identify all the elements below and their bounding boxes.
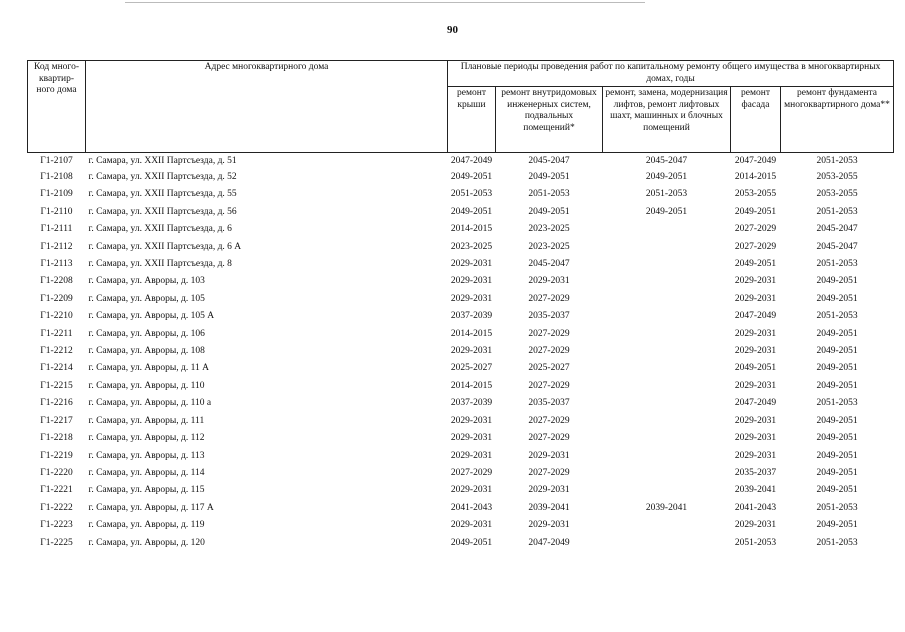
table-row xyxy=(28,535,894,552)
row-lifts xyxy=(603,291,731,308)
row-foundation: 2051-2053 xyxy=(816,259,858,270)
row-facade: 2029-2031 xyxy=(734,415,777,426)
row-foundation: 2051-2053 xyxy=(816,398,858,409)
row-facade: 2051-2053 xyxy=(734,537,777,548)
row-foundation: 2049-2051 xyxy=(816,276,858,287)
header-address: Адрес многоквартирного дома xyxy=(86,61,448,153)
row-foundation: 2051-2053 xyxy=(816,537,858,548)
table-row xyxy=(28,413,894,430)
row-facade: 2029-2031 xyxy=(734,346,777,357)
row-code: Г1-2107 xyxy=(40,156,73,166)
header-periods: Плановые периоды проведения работ по капитальному ремонту общего имущества в многоквартирных домах, годы xyxy=(448,61,894,87)
row-roof: 2014-2015 xyxy=(450,224,493,235)
row-facade: 2029-2031 xyxy=(734,450,777,461)
row-lifts: 2045-2047 xyxy=(645,156,688,166)
row-address: г. Самара, ул. Авроры, д. 111 xyxy=(88,415,205,426)
row-roof: 2029-2031 xyxy=(450,485,493,496)
row-address: г. Самара, ул. Авроры, д. 106 xyxy=(88,328,205,339)
row-foundation: 2049-2051 xyxy=(816,380,858,391)
row-roof: 2049-2051 xyxy=(450,537,493,548)
table-row xyxy=(28,221,894,238)
row-lifts xyxy=(603,239,731,256)
row-systems: 2025-2027 xyxy=(528,363,570,374)
row-facade: 2049-2051 xyxy=(734,363,777,374)
row-systems: 2027-2029 xyxy=(528,415,570,426)
row-systems: 2029-2031 xyxy=(528,520,570,531)
row-foundation: 2049-2051 xyxy=(816,520,858,531)
row-code: Г1-2221 xyxy=(40,485,73,496)
row-lifts: 2049-2051 xyxy=(645,206,688,217)
row-systems: 2051-2053 xyxy=(528,189,570,200)
row-lifts xyxy=(603,413,731,430)
row-facade: 2049-2051 xyxy=(734,206,777,217)
row-foundation: 2051-2053 xyxy=(816,311,858,322)
page-number: 90 xyxy=(447,24,458,36)
row-lifts xyxy=(603,326,731,343)
row-facade: 2014-2015 xyxy=(734,172,777,182)
row-facade: 2029-2031 xyxy=(734,293,777,304)
row-foundation: 2049-2051 xyxy=(816,415,858,426)
row-systems: 2029-2031 xyxy=(528,450,570,461)
row-code: Г1-2220 xyxy=(40,467,73,478)
header-roof: ремонт крыши xyxy=(448,87,496,153)
row-foundation: 2049-2051 xyxy=(816,450,858,461)
row-lifts xyxy=(603,517,731,534)
row-address: г. Самара, ул. XXII Партсъезда, д. 52 xyxy=(88,172,237,182)
row-roof: 2023-2025 xyxy=(450,241,493,252)
row-lifts xyxy=(603,448,731,465)
row-code: Г1-2216 xyxy=(40,398,73,409)
table-row xyxy=(28,378,894,395)
row-address: г. Самара, ул. Авроры, д. 108 xyxy=(88,346,205,357)
row-code: Г1-2217 xyxy=(40,415,73,426)
row-roof: 2041-2043 xyxy=(450,502,493,513)
table-row xyxy=(28,239,894,256)
row-address: г. Самара, ул. Авроры, д. 110 а xyxy=(88,398,212,409)
row-facade: 2047-2049 xyxy=(734,156,777,166)
row-address: г. Самара, ул. Авроры, д. 103 xyxy=(88,276,205,287)
row-facade: 2029-2031 xyxy=(734,276,777,287)
row-code: Г1-2222 xyxy=(40,502,73,513)
table-row xyxy=(28,465,894,482)
row-code: Г1-2219 xyxy=(40,450,73,461)
row-foundation: 2049-2051 xyxy=(816,467,858,478)
row-facade: 2029-2031 xyxy=(734,380,777,391)
table-body xyxy=(28,153,894,552)
row-facade: 2047-2049 xyxy=(734,398,777,409)
row-roof: 2029-2031 xyxy=(450,433,493,444)
row-lifts: 2039-2041 xyxy=(645,502,688,513)
row-foundation: 2051-2053 xyxy=(816,502,858,513)
row-roof: 2051-2053 xyxy=(450,189,493,200)
row-systems: 2027-2029 xyxy=(528,293,570,304)
row-roof: 2025-2027 xyxy=(450,363,493,374)
row-foundation: 2045-2047 xyxy=(816,224,858,235)
table-row xyxy=(28,343,894,360)
row-code: Г1-2225 xyxy=(40,537,73,548)
row-foundation: 2049-2051 xyxy=(816,328,858,339)
row-roof: 2029-2031 xyxy=(450,520,493,531)
row-foundation: 2045-2047 xyxy=(816,241,858,252)
table-row xyxy=(28,256,894,273)
row-code: Г1-2209 xyxy=(40,293,73,304)
row-lifts xyxy=(603,221,731,238)
row-roof: 2047-2049 xyxy=(450,156,493,166)
row-code: Г1-2212 xyxy=(40,346,73,357)
row-lifts: 2051-2053 xyxy=(645,189,688,200)
capital-repair-table xyxy=(27,60,894,552)
row-roof: 2029-2031 xyxy=(450,450,493,461)
row-systems: 2023-2025 xyxy=(528,241,570,252)
row-roof: 2029-2031 xyxy=(450,276,493,287)
scan-top-rule xyxy=(125,2,645,3)
row-systems: 2027-2029 xyxy=(528,346,570,357)
row-systems: 2029-2031 xyxy=(528,276,570,287)
row-foundation: 2049-2051 xyxy=(816,346,858,357)
row-roof: 2049-2051 xyxy=(450,206,493,217)
row-code: Г1-2210 xyxy=(40,311,73,322)
row-foundation: 2049-2051 xyxy=(816,433,858,444)
row-address: г. Самара, ул. Авроры, д. 114 xyxy=(88,467,205,478)
table-row xyxy=(28,186,894,203)
row-lifts xyxy=(603,256,731,273)
row-roof: 2029-2031 xyxy=(450,346,493,357)
row-roof: 2037-2039 xyxy=(450,311,493,322)
table-row xyxy=(28,517,894,534)
row-systems: 2049-2051 xyxy=(528,206,570,217)
row-code: Г1-2113 xyxy=(40,259,73,270)
table-row xyxy=(28,326,894,343)
row-lifts xyxy=(603,308,731,325)
row-address: г. Самара, ул. Авроры, д. 110 xyxy=(88,380,205,391)
row-systems: 2045-2047 xyxy=(528,259,570,270)
row-roof: 2049-2051 xyxy=(450,172,493,182)
row-lifts xyxy=(603,395,731,412)
row-lifts xyxy=(603,482,731,499)
row-lifts xyxy=(603,465,731,482)
header-facade: ремонт фасада xyxy=(731,87,781,153)
row-lifts xyxy=(603,378,731,395)
table-row xyxy=(28,482,894,499)
row-foundation: 2049-2051 xyxy=(816,485,858,496)
row-address: г. Самара, ул. Авроры, д. 119 xyxy=(88,520,205,531)
row-facade: 2041-2043 xyxy=(734,502,777,513)
row-roof: 2029-2031 xyxy=(450,415,493,426)
row-code: Г1-2112 xyxy=(40,241,73,252)
row-lifts: 2049-2051 xyxy=(645,172,688,182)
row-address: г. Самара, ул. Авроры, д. 120 xyxy=(88,537,205,548)
table-row xyxy=(28,291,894,308)
table-row xyxy=(28,448,894,465)
row-code: Г1-2208 xyxy=(40,276,73,287)
row-code: Г1-2110 xyxy=(40,206,73,217)
row-systems: 2039-2041 xyxy=(528,502,570,513)
row-roof: 2014-2015 xyxy=(450,328,493,339)
table-row xyxy=(28,273,894,290)
row-address: г. Самара, ул. Авроры, д. 105 xyxy=(88,293,205,304)
row-roof: 2014-2015 xyxy=(450,380,493,391)
row-address: г. Самара, ул. Авроры, д. 115 xyxy=(88,485,205,496)
row-address: г. Самара, ул. Авроры, д. 117 А xyxy=(88,502,214,513)
row-lifts xyxy=(603,535,731,552)
row-facade: 2029-2031 xyxy=(734,520,777,531)
row-facade: 2053-2055 xyxy=(734,189,777,200)
row-lifts xyxy=(603,273,731,290)
row-code: Г1-2215 xyxy=(40,380,73,391)
row-address: г. Самара, ул. XXII Партсъезда, д. 51 xyxy=(88,156,237,166)
row-facade: 2049-2051 xyxy=(734,259,777,270)
row-address: г. Самара, ул. Авроры, д. 11 А xyxy=(88,363,210,374)
table-row xyxy=(28,500,894,517)
row-systems: 2023-2025 xyxy=(528,224,570,235)
row-code: Г1-2111 xyxy=(40,224,73,235)
row-roof: 2027-2029 xyxy=(450,467,493,478)
table-row xyxy=(28,169,894,186)
row-lifts xyxy=(603,430,731,447)
row-facade: 2027-2029 xyxy=(734,241,777,252)
row-code: Г1-2214 xyxy=(40,363,73,374)
row-systems: 2027-2029 xyxy=(528,433,570,444)
row-address: г. Самара, ул. Авроры, д. 105 А xyxy=(88,311,215,322)
table-row xyxy=(28,308,894,325)
row-systems: 2035-2037 xyxy=(528,311,570,322)
row-code: Г1-2109 xyxy=(40,189,73,200)
row-roof: 2037-2039 xyxy=(450,398,493,409)
row-facade: 2047-2049 xyxy=(734,311,777,322)
header-lifts: ремонт, замена, модернизация лифтов, ремонт лифтовых шахт, машинных и блочных помещений xyxy=(603,87,731,153)
row-code: Г1-2218 xyxy=(40,433,73,444)
row-code: Г1-2108 xyxy=(40,172,73,182)
row-code: Г1-2211 xyxy=(40,328,73,339)
row-facade: 2029-2031 xyxy=(734,328,777,339)
row-foundation: 2051-2053 xyxy=(816,206,858,217)
row-lifts xyxy=(603,343,731,360)
row-facade: 2039-2041 xyxy=(734,485,777,496)
row-foundation: 2049-2051 xyxy=(816,363,858,374)
row-foundation: 2049-2051 xyxy=(816,293,858,304)
row-facade: 2035-2037 xyxy=(734,467,777,478)
row-foundation: 2051-2053 xyxy=(816,156,858,166)
row-address: г. Самара, ул. Авроры, д. 113 xyxy=(88,450,205,461)
header-foundation: ремонт фундамента многоквартирного дома** xyxy=(781,87,894,153)
row-address: г. Самара, ул. XXII Партсъезда, д. 6 xyxy=(88,224,232,235)
row-address: г. Самара, ул. Авроры, д. 112 xyxy=(88,433,205,444)
row-roof: 2029-2031 xyxy=(450,293,493,304)
row-foundation: 2053-2055 xyxy=(816,189,858,200)
row-foundation: 2053-2055 xyxy=(816,172,858,182)
row-systems: 2047-2049 xyxy=(528,537,570,548)
row-lifts xyxy=(603,360,731,377)
row-systems: 2027-2029 xyxy=(528,380,570,391)
row-address: г. Самара, ул. XXII Партсъезда, д. 6 А xyxy=(88,241,242,252)
table-row xyxy=(28,360,894,377)
row-systems: 2029-2031 xyxy=(528,485,570,496)
row-roof: 2029-2031 xyxy=(450,259,493,270)
row-facade: 2029-2031 xyxy=(734,433,777,444)
row-address: г. Самара, ул. XXII Партсъезда, д. 8 xyxy=(88,259,232,270)
row-code: Г1-2223 xyxy=(40,520,73,531)
header-systems: ремонт внутридомовых инженерных систем, подвальных помещений* xyxy=(496,87,603,153)
header-code: Код много-квартир-ного дома xyxy=(28,61,86,153)
table-row xyxy=(28,204,894,221)
row-systems: 2027-2029 xyxy=(528,328,570,339)
row-address: г. Самара, ул. XXII Партсъезда, д. 55 xyxy=(88,189,237,200)
table-row xyxy=(28,430,894,447)
row-systems: 2035-2037 xyxy=(528,398,570,409)
row-facade: 2027-2029 xyxy=(734,224,777,235)
row-systems: 2027-2029 xyxy=(528,467,570,478)
table-row xyxy=(28,395,894,412)
row-systems: 2049-2051 xyxy=(528,172,570,182)
header-row-1 xyxy=(28,61,894,87)
table-row xyxy=(28,153,894,170)
row-systems: 2045-2047 xyxy=(528,156,570,166)
row-address: г. Самара, ул. XXII Партсъезда, д. 56 xyxy=(88,206,237,217)
